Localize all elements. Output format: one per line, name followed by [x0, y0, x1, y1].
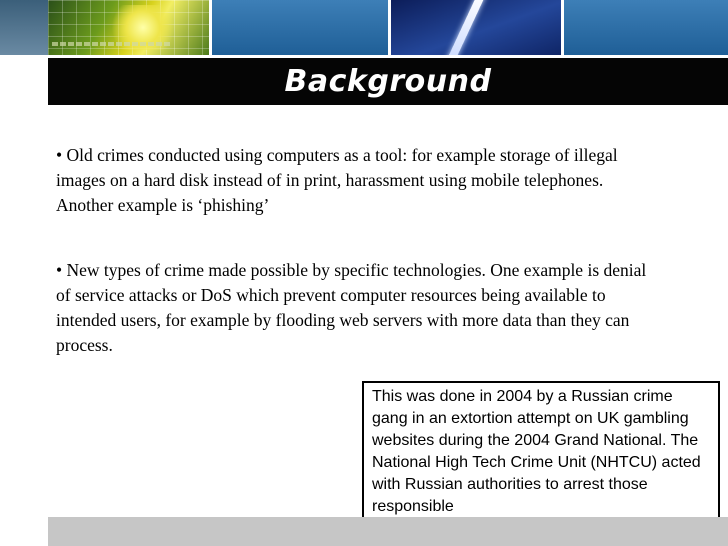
banner-tile-blue-right — [564, 0, 728, 55]
bullet-new-crimes: • New types of crime made possible by specific technologies. One example is denial of service attacks or DoS which prevent computer resources being available to intended users, for example by flooding web servers with more data than they can process. — [56, 260, 647, 355]
banner-tile-blue — [212, 0, 388, 55]
banner-tile-left — [0, 0, 48, 55]
slide-title: Background — [284, 64, 492, 99]
header-banner — [0, 0, 728, 56]
banner-photo-blue — [391, 0, 561, 55]
banner-photo-caption — [52, 42, 172, 46]
banner-photo-light-beam — [444, 0, 485, 55]
footer-bar — [48, 517, 728, 546]
bullet-old-crimes: • Old crimes conducted using computers as a tool: for example storage of illegal images on a hard disk instead of in print, harassment using mobile telephones. Another example is ‘phishing’ — [56, 145, 618, 215]
callout-note: This was done in 2004 by a Russian crime gang in an extortion attempt on UK gambling websites during the 2004 Grand National. The National High Tech Crime Unit (NHTCU) acted with Russian authorities to arrest those responsible — [362, 381, 720, 523]
banner-photo-green — [48, 0, 209, 55]
